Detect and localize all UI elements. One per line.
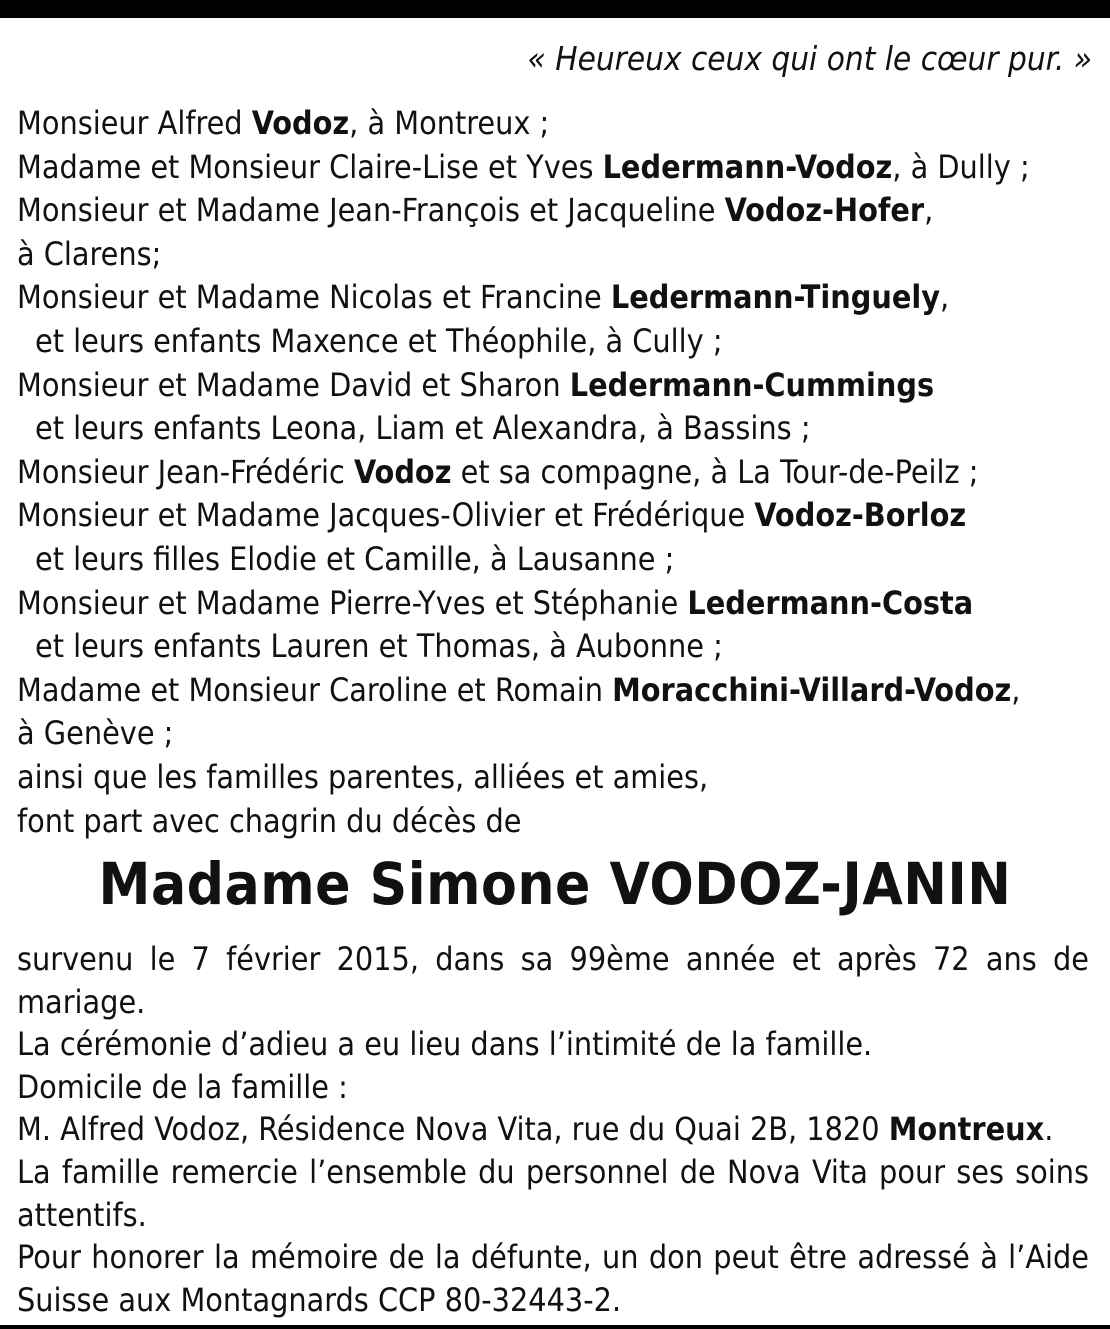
family-line: à Clarens;: [17, 234, 162, 273]
family-line: Monsieur et Madame Jacques-Olivier et Frédérique Vodoz-Borloz: [17, 496, 967, 535]
family-surname: Ledermann-Tinguely: [610, 278, 941, 317]
family-line: à Genève ;: [17, 714, 174, 753]
thanks-paragraph: La famille remercie l’ensemble du personnel de Nova Vita pour ses soins attentifs.: [17, 1152, 1089, 1234]
epigraph: « Heureux ceux qui ont le cœur pur. »: [527, 39, 1092, 78]
family-surname: Ledermann-Vodoz: [602, 147, 893, 186]
address-city: Montreux: [888, 1110, 1045, 1149]
donation-paragraph: Pour honorer la mémoire de la défunte, un don peut être adressé à l’Aide Suisse aux Montagnards CCP 80-32443-2.: [17, 1238, 1089, 1319]
announcement-body: [17, 938, 1089, 1321]
family-surname: Moracchini-Villard-Vodoz: [612, 670, 1012, 709]
family-list: [17, 102, 1097, 843]
ceremony-paragraph: La cérémonie d’adieu a eu lieu dans l’intimité de la famille.: [17, 1025, 873, 1064]
family-line: Monsieur Alfred Vodoz, à Montreux ;: [17, 104, 550, 142]
family-line: et leurs enfants Lauren et Thomas, à Aubonne ;: [35, 627, 723, 666]
family-line: ainsi que les familles parentes, alliées et amies,: [17, 757, 709, 796]
family-line: font part avec chagrin du décès de: [17, 801, 522, 840]
family-surname: Vodoz: [251, 104, 350, 142]
family-line: et leurs enfants Leona, Liam et Alexandra, à Bassins ;: [35, 409, 811, 448]
family-line: Monsieur et Madame David et Sharon Ledermann-Cummings: [17, 365, 935, 404]
family-surname: Vodoz-Borloz: [754, 496, 967, 535]
family-line: Monsieur et Madame Pierre-Yves et Stéphanie Ledermann-Costa: [17, 583, 974, 622]
family-line: et leurs enfants Maxence et Théophile, à Cully ;: [35, 321, 723, 360]
family-surname: Ledermann-Cummings: [569, 365, 935, 404]
deceased-name: Madame Simone VODOZ-JANIN: [98, 850, 1012, 918]
family-line: Monsieur et Madame Jean-François et Jacqueline Vodoz-Hofer,: [17, 191, 934, 230]
domicile-address: M. Alfred Vodoz, Résidence Nova Vita, rue du Quai 2B, 1820 Montreux.: [17, 1110, 1054, 1149]
family-surname: Vodoz: [354, 452, 452, 491]
family-line: et leurs filles Elodie et Camille, à Lausanne ;: [35, 539, 675, 578]
family-surname: Vodoz-Hofer: [724, 191, 925, 230]
death-date-paragraph: survenu le 7 février 2015, dans sa 99ème année et après 72 ans de mariage.: [17, 940, 1089, 1021]
family-line: Monsieur et Madame Nicolas et Francine Ledermann-Tinguely,: [17, 278, 950, 317]
family-surname: Ledermann-Costa: [687, 583, 974, 622]
bottom-border-rule: [0, 1325, 1110, 1329]
family-line: Monsieur Jean-Frédéric Vodoz et sa compagne, à La Tour-de-Peilz ;: [17, 452, 979, 491]
family-line: Madame et Monsieur Claire-Lise et Yves Ledermann-Vodoz, à Dully ;: [17, 147, 1030, 186]
family-line: Madame et Monsieur Caroline et Romain Moracchini-Villard-Vodoz,: [17, 670, 1021, 709]
domicile-heading: Domicile de la famille :: [17, 1067, 348, 1106]
top-border-bar: [0, 0, 1110, 18]
